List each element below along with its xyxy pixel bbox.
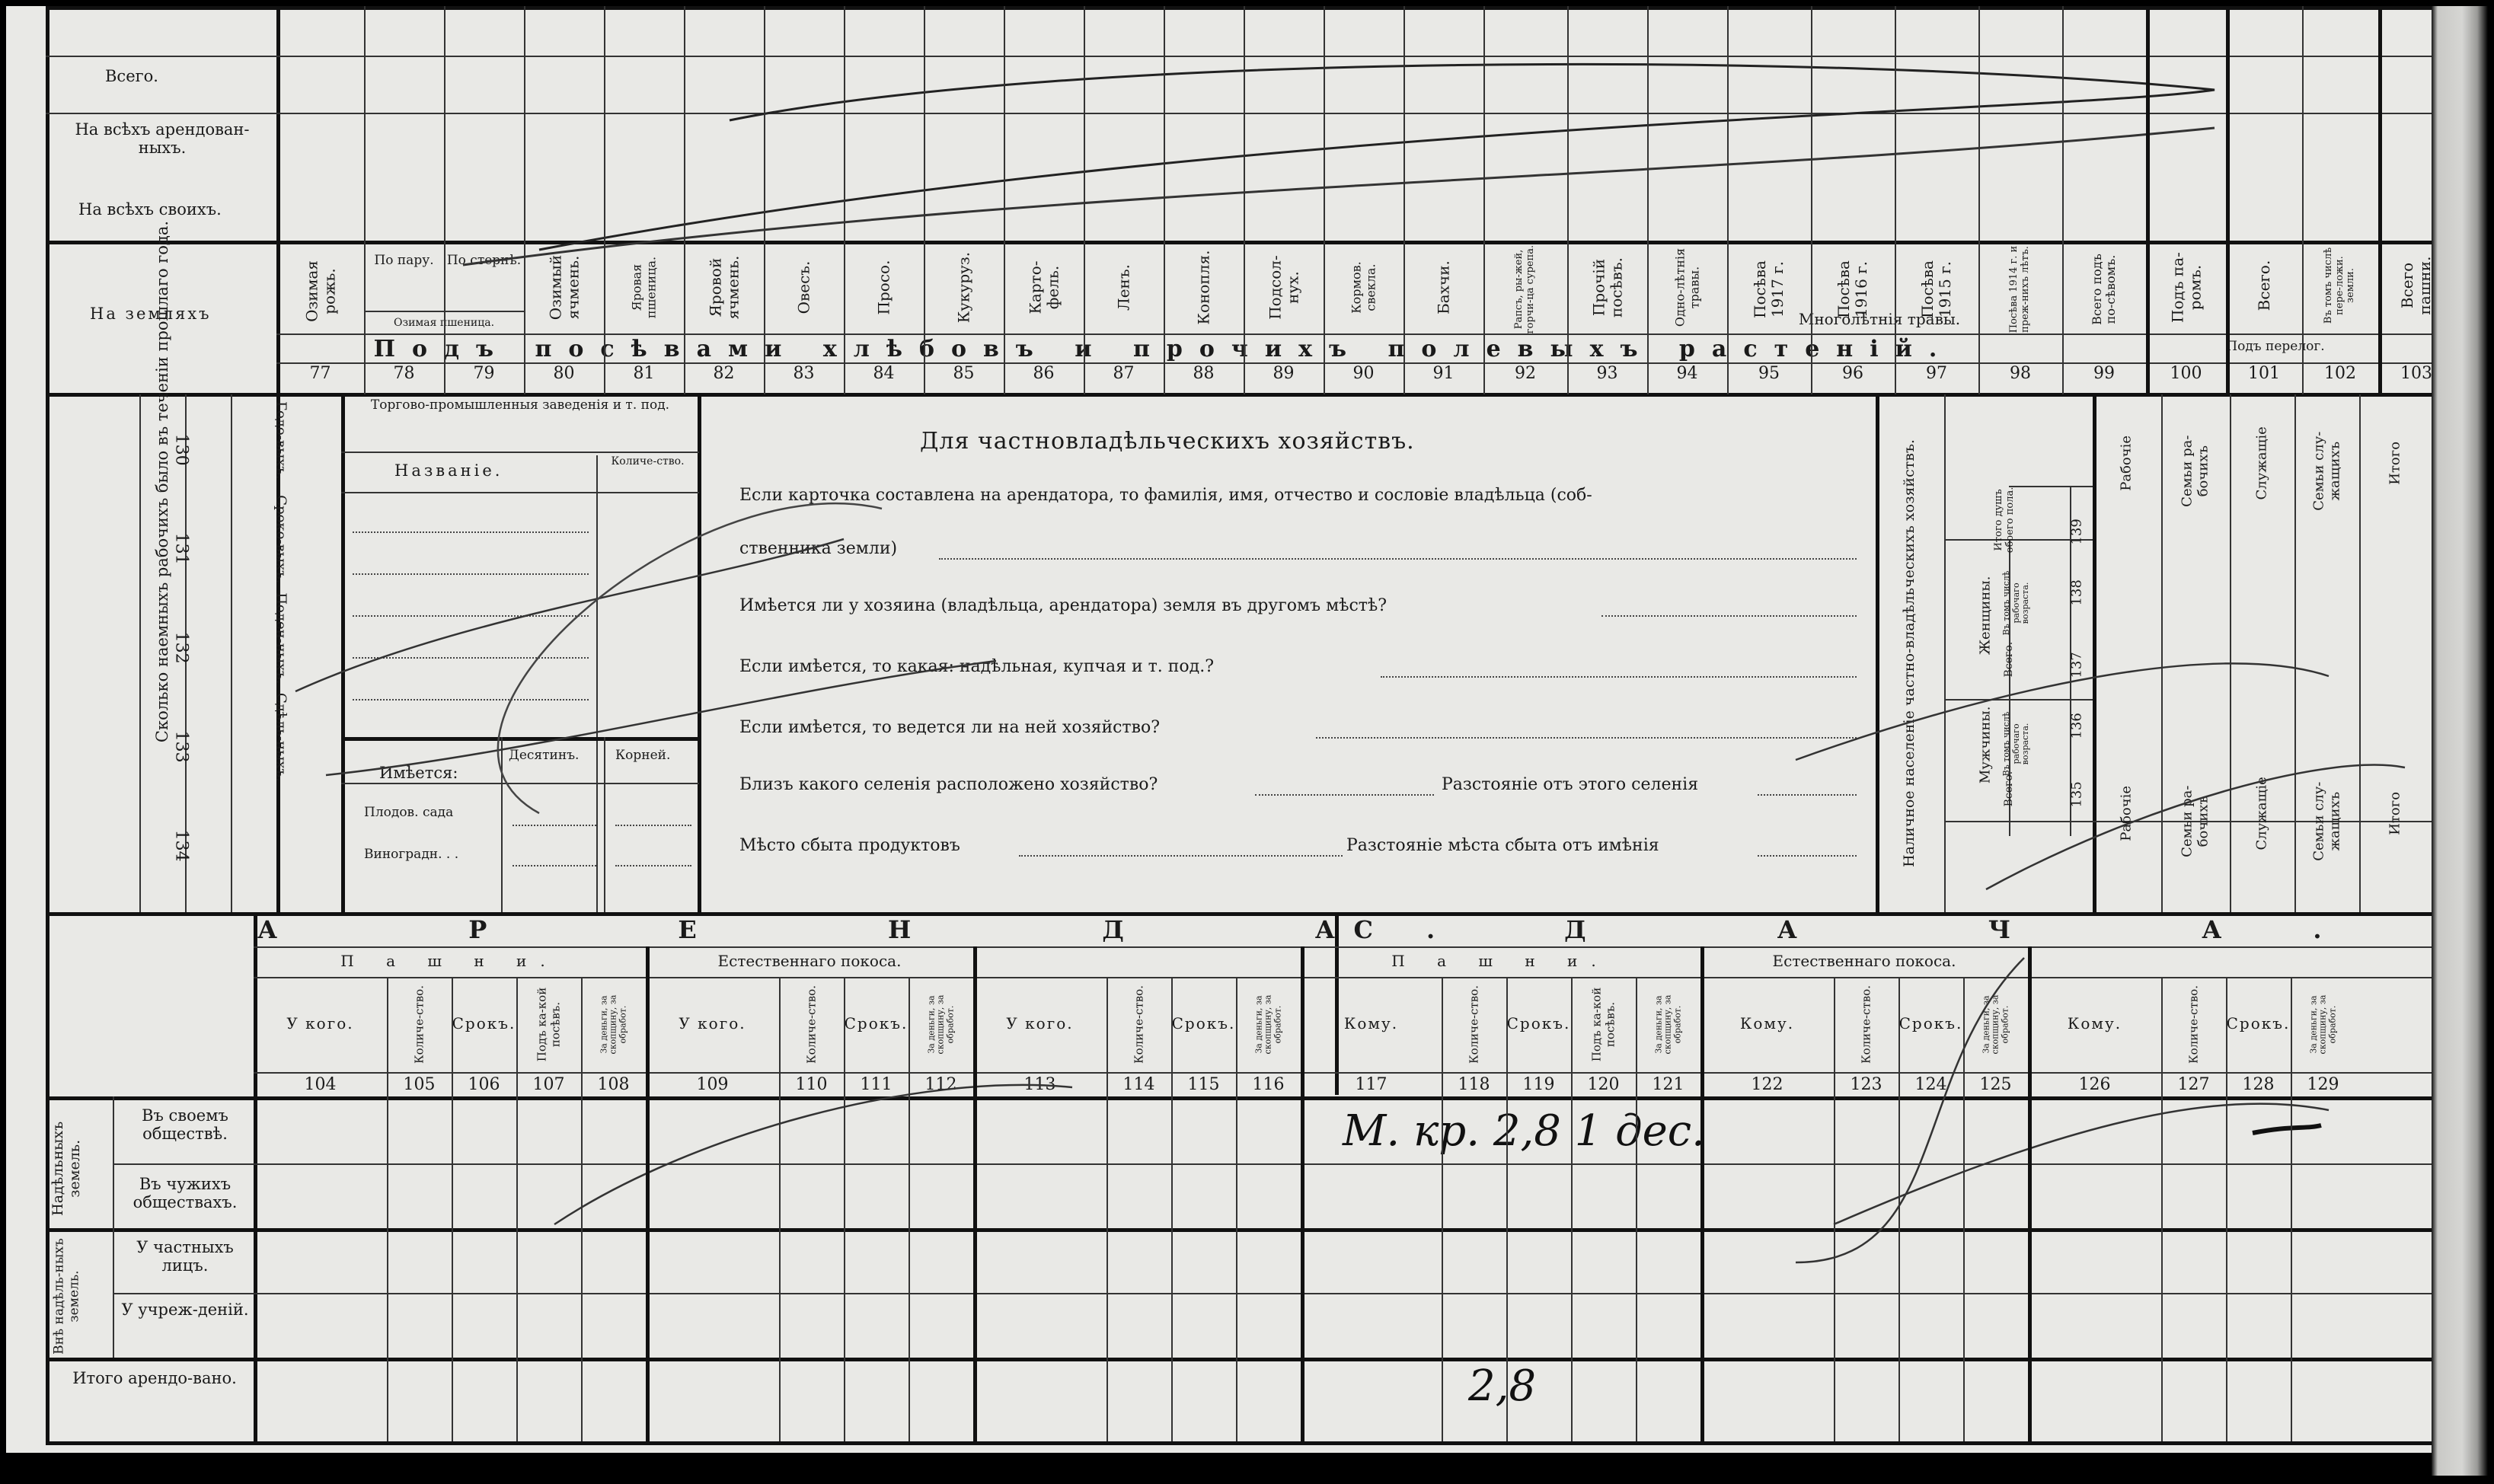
pop-num-137: 137 [2068, 652, 2085, 678]
crop-num-91: 91 [1432, 364, 1455, 383]
lease-num-108: 108 [597, 1075, 630, 1094]
women-vsego: Всего. [2002, 641, 2015, 678]
staff-col-1-top: Семьи ра-бочихъ [2179, 435, 2211, 507]
crop-num-96: 96 [1842, 364, 1863, 383]
crop-num-83: 83 [793, 364, 815, 383]
row-chuzhih-obshchestvah: Въ чужихъ обществахъ. [133, 1175, 238, 1212]
crop-num-100: 100 [2170, 364, 2202, 383]
pop-num-139: 139 [2068, 519, 2085, 545]
q6b: Разстояніе мѣста сбыта отъ имѣнія [1346, 836, 1659, 855]
vinograd-label: Виноградн. . . [364, 847, 459, 862]
crop-header-89: Подсол-нух. [1265, 255, 1301, 320]
q1a: Если карточка составлена на арендатора, то фамилія, имя, отчество и сословіе владѣльца (соб- [739, 486, 1592, 505]
q6: Мѣсто сбыта продуктовъ [739, 836, 960, 855]
worker-num-134: 134 [171, 829, 191, 862]
crop-header-102: Въ томъ числѣ пере-ложи. земли. [2322, 247, 2357, 324]
lease-num-122: 122 [1751, 1075, 1783, 1094]
lease-header-104: У кого. [286, 1014, 354, 1032]
lease-header-113: У кого. [1006, 1014, 1074, 1032]
crop-header-97: Посѣва 1915 г. [1918, 260, 1954, 318]
mnogoletnie-label: Многолѣтнія травы. [1798, 310, 1961, 328]
staff-col-1-bottom: Семьи ра-бочихъ [2179, 785, 2211, 857]
pod-perelog-label: Подъ перелог. [2226, 339, 2325, 354]
crop-header-92: Рапсъ, ры-жей, горчи-ца сурепа. [1513, 244, 1536, 334]
worker-col-131: Сроко-выхъ. [273, 495, 289, 584]
population-title: Наличное населеніе частно-владѣльческихъ хозяйствъ. [1901, 439, 1918, 867]
lease-num-119: 119 [1522, 1075, 1555, 1094]
desyatin-header: Десятинъ. [509, 748, 580, 763]
crop-header-94: Одно-лѣтнія травы. [1672, 247, 1701, 327]
row-vsego: Всего. [105, 67, 158, 85]
lease-num-129: 129 [2307, 1075, 2339, 1094]
lease-header-125: За деньги, за скопщину, за обработ. [1980, 994, 2010, 1054]
lease-header-123: Количе-ство. [1858, 985, 1873, 1064]
crop-header-78: По пару. [374, 253, 434, 268]
worker-col-130: Годо-выхъ. [273, 401, 289, 480]
crop-header-103: Всего пашни. [2398, 256, 2434, 315]
plodov-sada-label: Плодов. сада [364, 805, 454, 820]
lease-header-108: За деньги, за скопщину, за обработ. [598, 994, 627, 1054]
lease-num-105: 105 [403, 1075, 436, 1094]
worker-num-130: 130 [171, 433, 191, 466]
men-label: Мужчины. [1977, 706, 1994, 784]
nadel-label: Надѣльныхъ земель. [49, 1121, 83, 1216]
lease-header-121: За деньги, за скопщину, за обработ. [1653, 994, 1682, 1054]
crop-header-88: Конопля. [1194, 250, 1212, 325]
lease-header-114: Количе-ство. [1131, 985, 1145, 1064]
worker-col-133: Сдѣль-ныхъ. [273, 693, 289, 782]
crop-header-86: Карто-фель. [1025, 260, 1062, 314]
staff-col-2-bottom: Служащіе [2253, 777, 2270, 851]
staff-col-4-bottom: Итого [2387, 791, 2403, 835]
crop-num-95: 95 [1758, 364, 1780, 383]
trade-name-header: Названіе. [394, 461, 503, 480]
staff-col-2-top: Служащіе [2253, 426, 2270, 500]
lease-num-111: 111 [860, 1075, 893, 1094]
crop-num-97: 97 [1926, 364, 1947, 383]
q4: Если имѣется, то ведется ли на ней хозяйство? [739, 718, 1161, 737]
lease-num-124: 124 [1914, 1075, 1947, 1094]
crop-header-83: Овесъ. [794, 260, 813, 314]
lease-header-110: Количе-ство. [803, 985, 818, 1064]
lease-header-119: Срокъ. [1506, 1014, 1571, 1032]
lease-header-115: Срокъ. [1171, 1014, 1236, 1032]
lease-num-110: 110 [795, 1075, 828, 1094]
crop-header-85: Кукуруз. [954, 251, 972, 324]
lease-header-109: У кого. [679, 1014, 746, 1032]
lease-num-104: 104 [304, 1075, 337, 1094]
arenda-banner: А Р Е Н Д А. [257, 915, 1527, 944]
ozimaya-pshenitsa-label: Озимая пшеница. [393, 317, 495, 329]
handwritten-total: 2,8 [1468, 1361, 1537, 1411]
lease-num-121: 121 [1652, 1075, 1684, 1094]
q1b: ственника земли) [739, 539, 898, 558]
crop-num-92: 92 [1515, 364, 1536, 383]
cancellation-strokes [6, 6, 2432, 1453]
lease-num-118: 118 [1458, 1075, 1490, 1094]
q5b: Разстояніе отъ этого селенія [1442, 775, 1699, 794]
group-pashni-0: П а ш н и. [340, 952, 559, 970]
lease-header-129: За деньги, за скопщину, за обработ. [2307, 994, 2337, 1054]
lease-num-116: 116 [1252, 1075, 1285, 1094]
private-title: Для частновладѣльческихъ хозяйствъ. [920, 428, 1415, 455]
row-svoih: На всѣхъ своихъ. [78, 200, 222, 219]
crop-num-103: 103 [2400, 364, 2432, 383]
row-svoem-obshchestve: Въ своемъ обществѣ. [142, 1106, 228, 1144]
pop-num-138: 138 [2068, 579, 2085, 606]
crop-num-78: 78 [393, 364, 415, 383]
lease-header-107: Подъ ка-кой посѣвъ. [535, 987, 562, 1061]
crop-header-101: Всего. [2254, 260, 2273, 311]
korney-header: Корней. [615, 748, 671, 763]
worker-num-133: 133 [171, 730, 191, 763]
lease-header-124: Срокъ. [1898, 1014, 1963, 1032]
crop-header-100: Подъ па-ромъ. [2167, 252, 2204, 323]
crop-num-79: 79 [473, 364, 495, 383]
crop-num-102: 102 [2324, 364, 2356, 383]
men-working-age: Въ томъ числѣ рабочаго возраста. [2001, 711, 2031, 777]
crop-num-99: 99 [2093, 364, 2115, 383]
crop-num-81: 81 [633, 364, 655, 383]
crop-header-77: Озимая рожь. [302, 260, 338, 322]
lease-num-113: 113 [1023, 1075, 1056, 1094]
staff-col-4-top: Итого [2387, 441, 2403, 485]
crop-header-91: Бахчи. [1434, 260, 1452, 314]
crop-header-87: Ленъ. [1114, 264, 1132, 311]
row-chastnyh-lits: У частныхъ лицъ. [136, 1238, 234, 1275]
lease-num-128: 128 [2242, 1075, 2275, 1094]
lease-header-106: Срокъ. [452, 1014, 516, 1032]
staff-col-0-top: Рабочіе [2118, 435, 2135, 491]
row-itogo-arendovano: Итого арендо-вано. [72, 1369, 237, 1387]
crop-num-88: 88 [1193, 364, 1215, 383]
vne-nadel-label: Внѣ надѣль-ныхъ земель. [51, 1238, 81, 1355]
crop-num-80: 80 [553, 364, 575, 383]
crop-num-90: 90 [1352, 364, 1375, 383]
lease-header-120: Подъ ка-кой посѣвъ. [1589, 987, 1617, 1061]
row-na-zemlyah: На земляхъ [90, 305, 212, 323]
crop-num-93: 93 [1596, 364, 1618, 383]
group-estestv-18: Естественнаго покоса. [1772, 952, 1956, 970]
staff-col-3-top: Семьи слу-жащихъ [2310, 431, 2342, 511]
lease-header-105: Количе-ство. [411, 985, 426, 1064]
crop-header-93: Прочій посѣвъ. [1589, 257, 1625, 318]
pop-num-136: 136 [2068, 713, 2085, 739]
lease-header-127: Количе-ство. [2186, 985, 2200, 1064]
lease-header-112: За деньги, за скопщину, за обработ. [925, 994, 955, 1054]
pod-posevami-banner: Подъ посѣвами хлѣбовъ и прочихъ полевыхъ растеній. [373, 336, 1954, 362]
crop-header-98: Посѣва 1914 г. и преж-нихъ лѣтъ. [2008, 245, 2031, 334]
crop-header-84: Просо. [874, 260, 893, 315]
worker-num-132: 132 [171, 631, 191, 664]
lease-header-122: Кому. [1739, 1014, 1795, 1032]
group-estestv-5: Естественнаго покоса. [717, 952, 902, 970]
crop-header-99: Всего подъ по-сѣвомъ. [2089, 254, 2118, 325]
lease-header-126: Кому. [2067, 1014, 2122, 1032]
group-pashni-13: П а ш н и. [1391, 952, 1610, 970]
lease-header-116: За деньги, за скопщину, за обработ. [1253, 994, 1282, 1054]
lease-header-111: Срокъ. [844, 1014, 909, 1032]
worker-num-131: 131 [171, 532, 191, 565]
crop-num-89: 89 [1273, 364, 1295, 383]
trade-qty-header: Количе-ство. [611, 455, 685, 468]
lease-num-127: 127 [2177, 1075, 2210, 1094]
crop-num-86: 86 [1033, 364, 1055, 383]
crop-header-95: Посѣва 1917 г. [1751, 260, 1787, 318]
crop-num-101: 101 [2248, 364, 2280, 383]
lease-num-117: 117 [1355, 1075, 1388, 1094]
crop-num-87: 87 [1113, 364, 1135, 383]
women-label: Женщины. [1977, 576, 1994, 656]
itogo-dush: Итого душъ обоего пола. [1993, 487, 2016, 554]
lease-header-118: Количе-ство. [1466, 985, 1480, 1064]
crop-num-85: 85 [953, 364, 975, 383]
crop-header-96: Посѣва 1916 г. [1835, 260, 1870, 318]
q3: Если имѣется, то какая: надѣльная, купчая и т. под.? [739, 657, 1214, 676]
lease-num-109: 109 [696, 1075, 729, 1094]
lease-num-112: 112 [924, 1075, 957, 1094]
page-edge [2432, 6, 2488, 1476]
crop-num-84: 84 [873, 364, 895, 383]
lease-num-114: 114 [1122, 1075, 1155, 1094]
crop-header-90: Кормов. свекла. [1349, 261, 1378, 314]
crop-header-81: Яровая пшеница. [629, 256, 658, 319]
crop-header-80: Озимый ячмень. [545, 254, 582, 321]
staff-col-3-bottom: Семьи слу-жащихъ [2310, 781, 2342, 861]
row-uchrezhdeniy: У учреж-деній. [121, 1300, 249, 1319]
crop-num-77: 77 [309, 364, 331, 383]
lease-num-115: 115 [1187, 1075, 1220, 1094]
lease-num-107: 107 [532, 1075, 565, 1094]
lease-num-123: 123 [1850, 1075, 1882, 1094]
crop-num-98: 98 [2010, 364, 2031, 383]
lease-header-128: Срокъ. [2226, 1014, 2291, 1032]
lease-num-106: 106 [468, 1075, 500, 1094]
workers-title: Сколько наемныхъ рабочихъ было въ теченіи прошлаго года. [152, 220, 171, 743]
row-arendovannyh: На всѣхъ арендован-ныхъ. [75, 120, 250, 158]
women-working-age: Въ томъ числѣ рабочаго возраста. [2001, 570, 2031, 636]
lease-num-120: 120 [1587, 1075, 1620, 1094]
sdacha-banner: С Д А Ч А. [1353, 915, 2413, 944]
crop-num-82: 82 [713, 364, 735, 383]
crop-num-94: 94 [1676, 364, 1698, 383]
lease-num-126: 126 [2078, 1075, 2111, 1094]
men-vsego: Всего. [2002, 771, 2015, 807]
imeetsya-label: Имѣется: [379, 764, 458, 782]
staff-col-0-bottom: Рабочіе [2118, 785, 2135, 841]
crop-header-79: По стернѣ. [446, 253, 522, 268]
trade-title: Торгово-промышленныя заведенія и т. под. [370, 397, 670, 413]
pop-num-135: 135 [2068, 781, 2085, 808]
lease-num-125: 125 [1979, 1075, 2012, 1094]
handwritten-entry: М. кр. 2,8 1 дес. [1343, 1106, 1705, 1156]
q5: Близъ какого селенія расположено хозяйство? [739, 775, 1158, 794]
crop-header-82: Яровой ячмень. [705, 255, 742, 320]
census-card-sheet [6, 6, 2432, 1453]
worker-col-132: Поден-ныхъ. [273, 592, 289, 685]
q2: Имѣется ли у хозяина (владѣльца, арендатора) земля въ другомъ мѣстѣ? [739, 596, 1388, 615]
lease-header-117: Кому. [1343, 1014, 1399, 1032]
